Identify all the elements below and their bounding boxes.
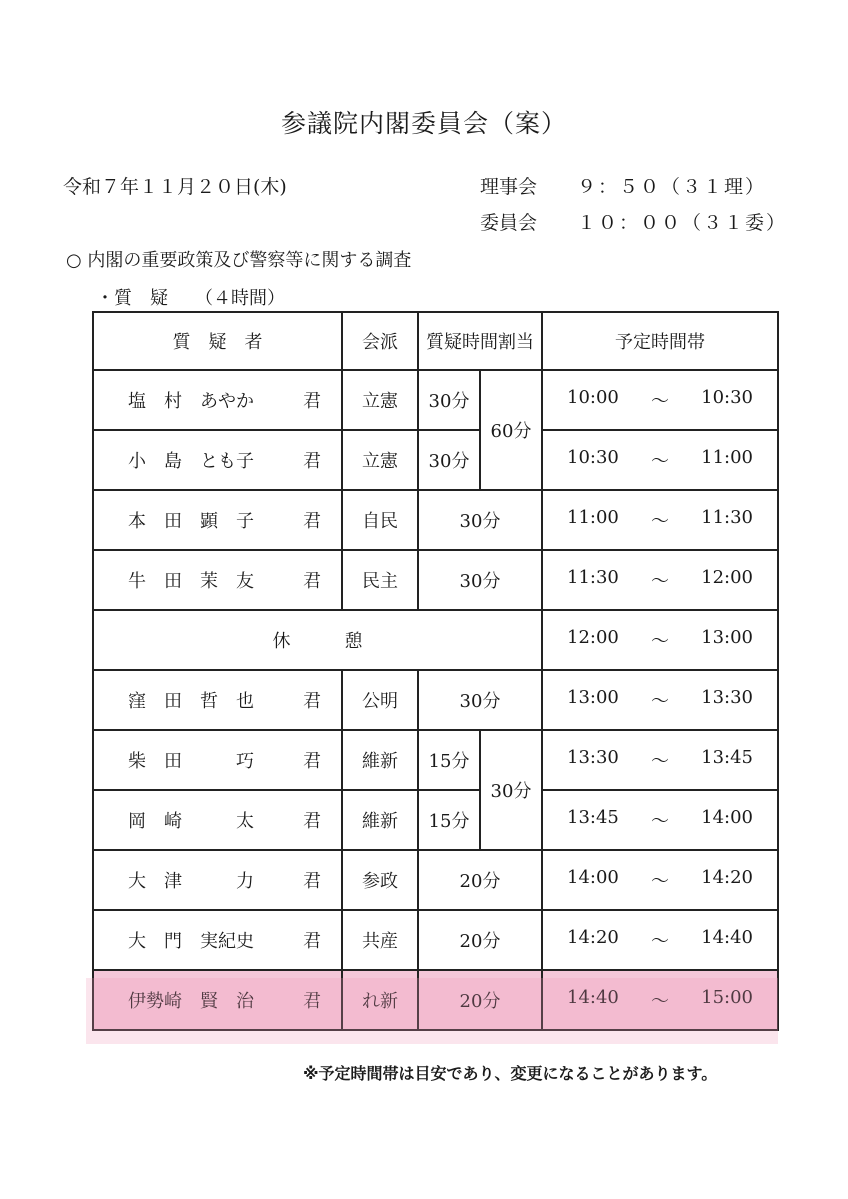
party-cell: 公明 — [342, 670, 418, 730]
party-cell: 参政 — [342, 850, 418, 910]
time-range-cell — [542, 850, 778, 910]
honorific: 君 — [303, 751, 321, 772]
time-separator: 〜 — [651, 931, 669, 952]
honorific: 君 — [303, 871, 321, 892]
session-date: 令和７年１１月２０日(木) — [63, 176, 287, 198]
time-separator: 〜 — [651, 691, 669, 712]
questioner-name: 窪 田 哲 也 — [128, 691, 254, 712]
start-time: 10:00 — [567, 387, 619, 408]
table-row — [93, 490, 778, 550]
start-time: 14:40 — [567, 987, 619, 1008]
party-cell: 維新 — [342, 790, 418, 850]
honorific: 君 — [303, 511, 321, 532]
document-title: 参議院内閣委員会（案） — [280, 109, 567, 138]
time-range-cell — [542, 970, 778, 1030]
end-time: 14:20 — [701, 867, 753, 888]
party-cell: 立憲 — [342, 430, 418, 490]
start-time: 11:00 — [567, 507, 619, 528]
table-row — [93, 790, 778, 850]
time-separator: 〜 — [651, 991, 669, 1012]
end-time: 11:30 — [701, 507, 753, 528]
break-row — [93, 610, 778, 670]
allocation-cell: 20分 — [418, 850, 542, 910]
table-row — [93, 670, 778, 730]
questioner-name-cell — [93, 730, 342, 790]
time-separator: 〜 — [651, 871, 669, 892]
time-range-cell — [542, 430, 778, 490]
questioner-name: 本 田 顕 子 — [128, 511, 254, 532]
questioner-name: 伊勢崎 賢 治 — [128, 991, 254, 1012]
start-time: 14:00 — [567, 867, 619, 888]
allocation-cell: 20分 — [418, 910, 542, 970]
allocation-cell: 20分 — [418, 970, 542, 1030]
end-time: 15:00 — [701, 987, 753, 1008]
table-row — [93, 730, 778, 790]
header-questioner: 質 疑 者 — [93, 312, 342, 370]
table-header-row — [93, 312, 778, 370]
start-time: 10:30 — [567, 447, 619, 468]
time-range-cell — [542, 490, 778, 550]
honorific: 君 — [303, 451, 321, 472]
honorific: 君 — [303, 691, 321, 712]
group-allocation-cell: 60分 — [480, 370, 542, 490]
allocation-cell: 30分 — [418, 370, 480, 430]
group-allocation-cell: 30分 — [480, 730, 542, 850]
questioner-name: 岡 崎 太 — [128, 811, 254, 832]
questioner-schedule-table — [92, 311, 779, 1031]
header-scheduled-time: 予定時間帯 — [542, 312, 778, 370]
table-row — [93, 550, 778, 610]
questioner-name: 大 門 実紀史 — [128, 931, 254, 952]
questioner-name-cell — [93, 490, 342, 550]
party-cell: 共産 — [342, 910, 418, 970]
time-separator: 〜 — [651, 751, 669, 772]
table-row — [93, 850, 778, 910]
time-separator: 〜 — [651, 451, 669, 472]
questioner-name-cell — [93, 430, 342, 490]
allocation-cell: 15分 — [418, 790, 480, 850]
board-meeting-label: 理事会 — [480, 176, 538, 198]
time-range-cell — [542, 550, 778, 610]
end-time: 10:30 — [701, 387, 753, 408]
time-range-cell — [542, 670, 778, 730]
time-separator: 〜 — [651, 571, 669, 592]
honorific: 君 — [303, 931, 321, 952]
end-time: 13:45 — [701, 747, 753, 768]
honorific: 君 — [303, 811, 321, 832]
board-meeting-time: ９：５０（３１理） — [577, 176, 767, 198]
end-time: 13:30 — [701, 687, 753, 708]
allocation-cell: 30分 — [418, 550, 542, 610]
header-time-allocation: 質疑時間割当 — [418, 312, 542, 370]
time-separator: 〜 — [651, 391, 669, 412]
questioner-name: 柴 田 巧 — [128, 751, 254, 772]
allocation-cell: 15分 — [418, 730, 480, 790]
allocation-cell: 30分 — [418, 430, 480, 490]
honorific: 君 — [303, 571, 321, 592]
questioner-name: 塩 村 あやか — [128, 391, 254, 412]
time-range-cell — [542, 610, 778, 670]
allocation-cell: 30分 — [418, 670, 542, 730]
party-cell: 維新 — [342, 730, 418, 790]
questioner-name-cell — [93, 850, 342, 910]
time-separator: 〜 — [651, 811, 669, 832]
start-time: 13:45 — [567, 807, 619, 828]
footnote: ※予定時間帯は目安であり、変更になることがあります。 — [303, 1064, 718, 1083]
end-time: 14:00 — [701, 807, 753, 828]
start-time: 13:30 — [567, 747, 619, 768]
questioner-name-cell — [93, 670, 342, 730]
highlighted-table-row — [93, 970, 778, 1030]
allocation-cell: 30分 — [418, 490, 542, 550]
questioner-name: 牛 田 茉 友 — [128, 571, 254, 592]
committee-meeting-label: 委員会 — [480, 212, 538, 234]
investigation-subject: ○ 内閣の重要政策及び警察等に関する調査 — [66, 250, 412, 271]
questioner-name-cell — [93, 550, 342, 610]
party-cell: れ新 — [342, 970, 418, 1030]
end-time: 14:40 — [701, 927, 753, 948]
time-range-cell — [542, 370, 778, 430]
time-separator: 〜 — [651, 511, 669, 532]
table-row — [93, 910, 778, 970]
time-range-cell — [542, 910, 778, 970]
time-range-cell — [542, 730, 778, 790]
break-label: 休 憩 — [93, 610, 542, 670]
end-time: 11:00 — [701, 447, 753, 468]
party-cell: 自民 — [342, 490, 418, 550]
start-time: 13:00 — [567, 687, 619, 708]
honorific: 君 — [303, 391, 321, 412]
questioner-name-cell — [93, 910, 342, 970]
section-heading: ・質 疑 （４時間） — [96, 288, 285, 309]
time-separator: 〜 — [651, 631, 669, 652]
honorific: 君 — [303, 991, 321, 1012]
party-cell: 民主 — [342, 550, 418, 610]
table-row — [93, 430, 778, 490]
end-time: 12:00 — [701, 567, 753, 588]
questioner-name: 小 島 とも子 — [128, 451, 254, 472]
time-range-cell — [542, 790, 778, 850]
questioner-name-cell — [93, 790, 342, 850]
questioner-name-cell — [93, 370, 342, 430]
start-time: 12:00 — [567, 627, 619, 648]
start-time: 11:30 — [567, 567, 619, 588]
committee-meeting-time: １０：００（３１委） — [577, 212, 788, 234]
party-cell: 立憲 — [342, 370, 418, 430]
questioner-name: 大 津 力 — [128, 871, 254, 892]
header-party: 会派 — [342, 312, 418, 370]
start-time: 14:20 — [567, 927, 619, 948]
table-row — [93, 370, 778, 430]
end-time: 13:00 — [701, 627, 753, 648]
questioner-name-cell — [93, 970, 342, 1030]
